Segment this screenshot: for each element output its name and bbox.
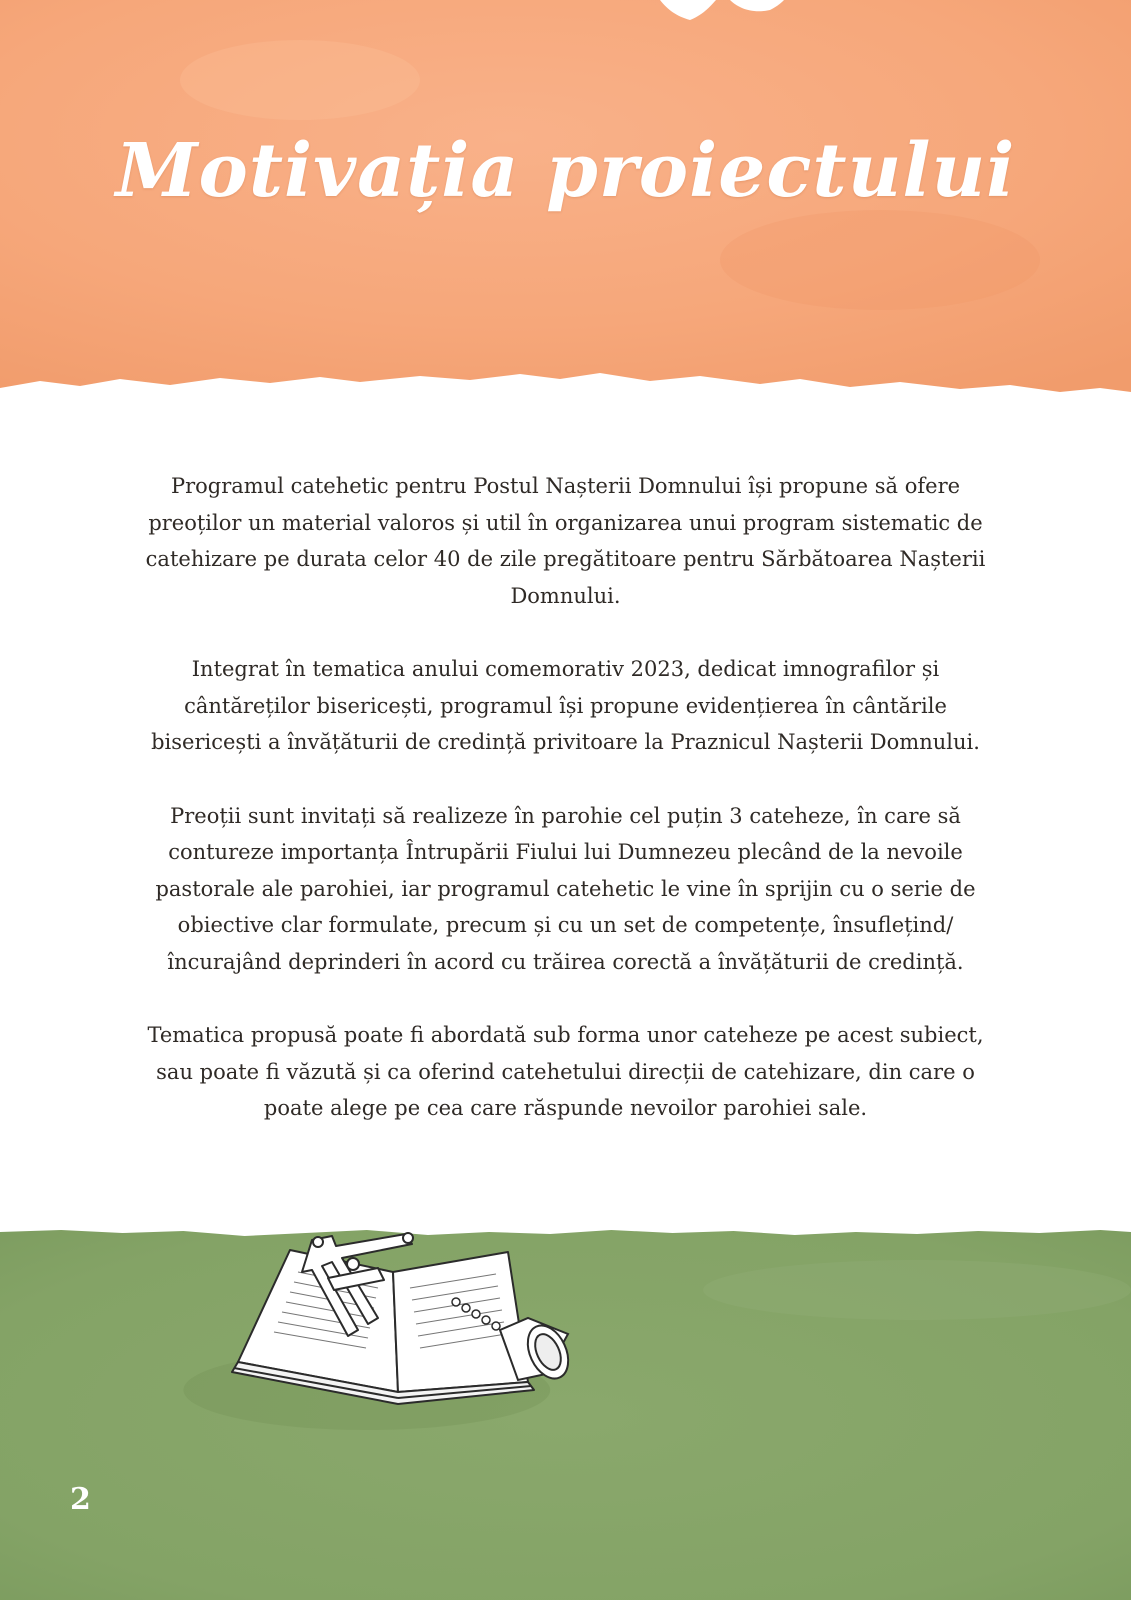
paragraph: Integrat în tematica anului comemorativ 2023, dedicat imnografilor și cântăreților bisericești, programul își propune evidențierea în cântările bisericești a învățăturii de credință privitoare la Praznicul Nașterii Domnului.	[151, 657, 980, 754]
paragraph: Tematica propusă poate fi abordată sub forma unor cateheze pe acest subiect, sau poate fi văzută și ca oferind catehetului direcții de catehizare, din care o poate alege pe cea care răspunde nevoilor parohiei sale.	[147, 1023, 984, 1120]
paragraph: Preoții sunt invitați să realizeze în parohie cel puțin 3 cateheze, în care să contureze importanța Întrupării Fiului lui Dumnezeu plecând de la nevoile pastorale ale parohiei, iar programul catehetic le vine în sprijin cu o serie de obiective clar formulate, precum și cu un set de competențe, însuflețind/ încurajând deprinderi în acord cu trăirea corectă a învățăturii de credință.	[155, 803, 976, 974]
paragraph: Programul catehetic pentru Postul Nașterii Domnului își propune să ofere preoților un material valoros și util în organizarea unui program sistematic de catehizare pe durata celor 40 de zile pregătitoare pentru Sărbătoarea Nașterii Domnului.	[145, 474, 986, 608]
page-title: Motivația proiectului	[115, 128, 1016, 214]
bible-cross-chalice-icon	[228, 1232, 588, 1412]
page-number: 2	[70, 1482, 91, 1517]
body-text	[140, 468, 991, 1164]
